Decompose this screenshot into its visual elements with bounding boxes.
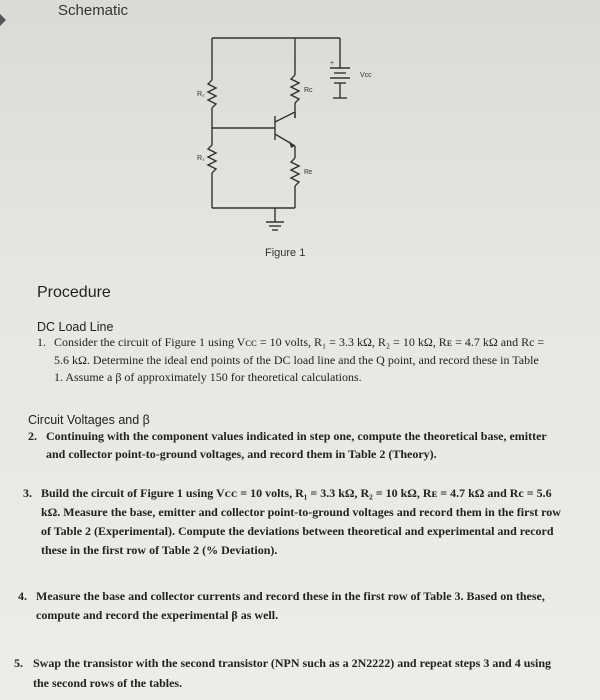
step-2-line-1: Continuing with the component values indicated in step one, compute the theoretical base, emitter — [46, 429, 547, 443]
rc-resistor — [291, 75, 299, 103]
r2-resistor — [208, 80, 216, 108]
step-2-line-2: and collector point-to-ground voltages, and record them in Table 2 (Theory). — [46, 447, 437, 461]
plus-label: + — [330, 60, 335, 67]
step-2 — [28, 428, 588, 466]
step-1-number: 1. — [37, 335, 46, 349]
step-5-number: 5. — [14, 656, 23, 670]
step-4-number: 4. — [18, 589, 27, 603]
step-4-line-1: Measure the base and collector currents and record these in the first row of Table 3. Based on these, — [36, 589, 545, 603]
re-resistor — [291, 158, 299, 186]
procedure-heading: Procedure — [37, 284, 111, 301]
step-3-number: 3. — [23, 486, 32, 500]
r1-resistor — [208, 145, 216, 173]
re-label: Rᴇ — [304, 169, 313, 176]
step-5-line-1: Swap the transistor with the second transistor (NPN such as a 2N2222) and repeat steps 3 and 4 using — [33, 656, 552, 670]
step-1-line-1: Consider the circuit of Figure 1 using Vᴄᴄ = 10 volts, R₁ = 3.3 kΩ, R₂ = 10 kΩ, Rᴇ = 4.7 kΩ and Rc = — [54, 335, 545, 349]
step-3-line-3: of Table 2 (Experimental). Compute the deviations between theoretical and experimental and record — [41, 524, 554, 538]
dc-load-line-heading: DC Load Line — [37, 320, 114, 334]
step-2-number: 2. — [28, 429, 37, 443]
step-5-line-2: the second rows of the tables. — [33, 676, 183, 690]
step-4-line-2: compute and record the experimental β as well. — [36, 608, 279, 622]
step-1 — [37, 334, 577, 389]
vcc-label: Vcc — [360, 72, 372, 79]
figure-caption: Figure 1 — [265, 247, 306, 259]
step-5 — [14, 655, 598, 695]
circuit-voltages-heading: Circuit Voltages and β — [28, 413, 150, 427]
step-1-line-3: 1. Assume a β of approximately 150 for theoretical calculations. — [54, 370, 362, 384]
step-3 — [23, 485, 593, 561]
step-4 — [18, 588, 593, 626]
step-3-line-4: these in the first row of Table 2 (% Deviation). — [41, 543, 278, 557]
step-3-line-1: Build the circuit of Figure 1 using Vᴄᴄ = 10 volts, R₁ = 3.3 kΩ, R₂ = 10 kΩ, Rᴇ = 4.7 kΩ and Rc = 5.6 — [41, 486, 552, 500]
step-1-line-2: 5.6 kΩ. Determine the ideal end points of the DC load line and the Q point, and record these in Table — [54, 352, 539, 367]
figure-1-circuit-diagram — [180, 30, 420, 245]
r1-label: R₁ — [197, 155, 205, 162]
rc-label: Rc — [304, 87, 313, 94]
step-3-line-2: kΩ. Measure the base, emitter and collector point-to-ground voltages and record them in the first row — [41, 505, 561, 519]
r2-label: R₂ — [197, 91, 205, 98]
margin-arrow-icon — [0, 14, 6, 26]
schematic-heading: Schematic — [58, 2, 129, 19]
